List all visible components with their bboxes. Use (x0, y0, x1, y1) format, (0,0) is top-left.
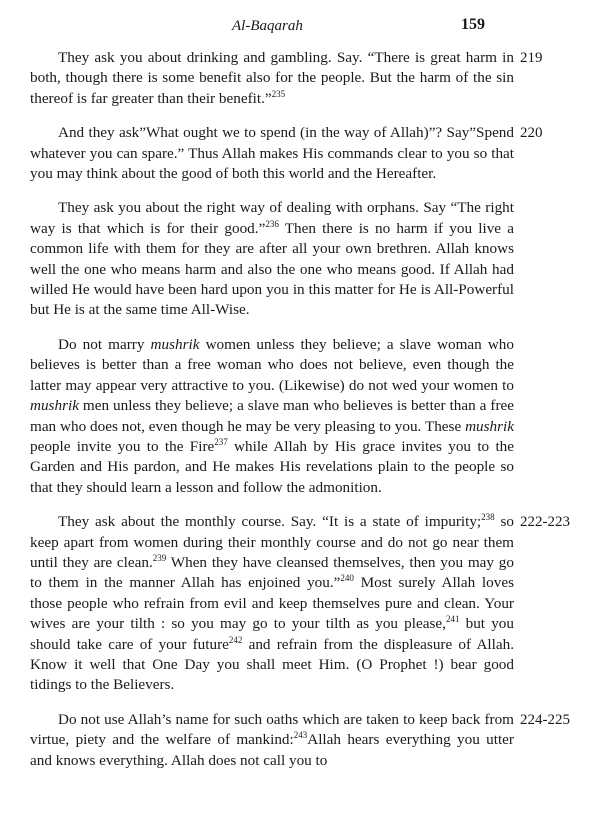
paragraph (30, 512, 570, 696)
text-segment: so keep apart from women during their monthly course and do not go near them until they are clean. (30, 513, 514, 571)
verse-number: 219 (520, 50, 543, 66)
paragraph (30, 198, 514, 320)
paragraph (30, 48, 543, 109)
text-segment: while Allah by His grace invites you to the Garden and His pardon, and He makes His revelations plain to the people so that they should learn a lesson and follow the admonition. (30, 437, 515, 496)
footnote-marker: 237 (214, 436, 228, 447)
footnote-marker: 243 (293, 730, 308, 741)
text-segment: women unless they believe; a slave woman who believes is better than a free woman who does not believe, even though the latter may appear very attractive to you. (Likewise) do not wed your women to (30, 335, 514, 394)
footnote-marker: 241 (445, 614, 460, 625)
text-segment: people invite you to the Fire (30, 437, 215, 455)
text-segment: but you should take care of your future (30, 615, 514, 653)
text-segment: Allah hears everything you utter and knows everything. Allah does not call you to (30, 731, 514, 769)
verse-number: 224-225 (520, 711, 570, 728)
paragraph (30, 335, 514, 498)
paragraph (30, 123, 543, 184)
footnote-marker: 238 (481, 512, 495, 523)
footnote-marker: 239 (152, 552, 167, 563)
footnote-marker: 236 (265, 218, 279, 229)
footnote-marker: 240 (340, 573, 354, 584)
text-segment: They ask about the monthly course. Say. “It is a state of impurity; (58, 513, 482, 531)
footnote-marker: 242 (228, 634, 243, 645)
text-segment: When they have cleansed themselves, then you may go to them in the manner Allah has enjoined you.” (30, 553, 514, 592)
text-segment: Then there is no harm if you live a common life with them for they are after all your own brethren. Allah knows well the one who means harm and also the one who means good. If Allah had willed He would have been hard upon you in this matter for He is All-Powerful but He is at the same time All-Wise. (30, 219, 514, 319)
text-segment: They ask you about drinking and gambling. Say. “There is great harm in both, though there is some benefit also for the people. But the harm of the sin thereof is far greater than their benefit.” (30, 49, 514, 107)
footnote-marker: 235 (271, 88, 286, 99)
page-number: 159 (461, 16, 485, 33)
text-segment: And they ask”What ought we to spend (in the way of Allah)”? Say”Spend whatever you can spare.” Thus Allah makes His commands clear to you so that you may think about the good of both this world and the Hereafter. (30, 124, 514, 183)
text-segment: They ask you about the right way of dealing with orphans. Say “The right way is that which is for their good.” (30, 199, 514, 237)
text-segment: Do not marry (58, 335, 151, 353)
page-body (30, 48, 570, 785)
paragraph (30, 710, 570, 771)
text-segment: men unless they believe; a slave man who believes is better than a free man who does not, even though he may be very pleasing to you. These (30, 397, 514, 435)
running-head: Al-Baqarah (232, 18, 303, 34)
text-segment: Do not use Allah’s name for such oaths which are taken to keep back from virtue, piety and the welfare of mankind: (30, 710, 514, 749)
italic-term: mushrik (150, 335, 200, 353)
text-segment: and refrain from the displeasure of Allah. Know it well that One Day you shall meet Him. (O Prophet !) bear good tidings to the Believers. (30, 635, 514, 694)
verse-number: 222-223 (520, 514, 570, 531)
verse-number: 220 (520, 125, 543, 142)
italic-term: mushrik (465, 417, 514, 435)
italic-term: mushrik (30, 397, 79, 415)
text-segment: Most surely Allah loves those people who refrain from evil and keep themselves pure and clean. Your wives are your tilth : so you may go to your tilth as you please, (30, 574, 514, 633)
